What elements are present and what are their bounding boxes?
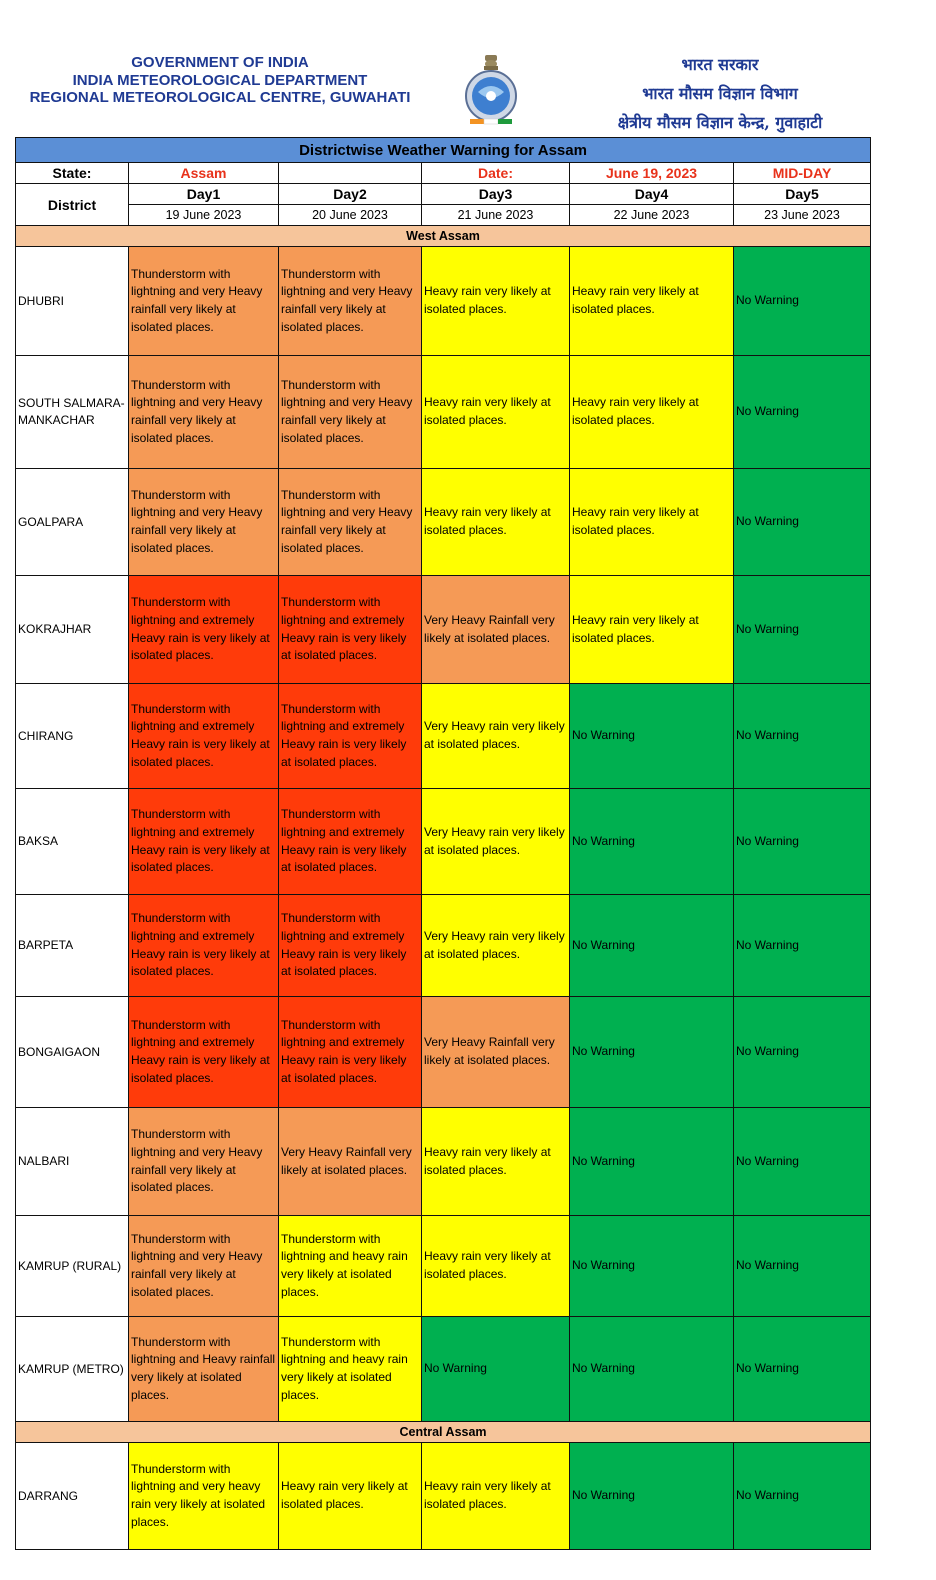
warning-cell-red: Thunderstorm with lightning and extremely Heavy rain is very likely at isolated places. bbox=[129, 895, 279, 997]
date-label: Date: bbox=[422, 163, 570, 184]
warning-cell-orange: Thunderstorm with lightning and very Heavy rainfall very likely at isolated places. bbox=[129, 1108, 279, 1216]
warning-cell-orange: Thunderstorm with lightning and very Heavy rainfall very likely at isolated places. bbox=[129, 1216, 279, 1317]
header-hindi-line-1: भारत सरकार bbox=[681, 55, 759, 74]
day-label: Day3 bbox=[422, 184, 570, 205]
header-hindi-line-2: भारत मौसम विज्ञान विभाग bbox=[642, 84, 798, 103]
date-value: June 19, 2023 bbox=[570, 163, 734, 184]
warning-cell-orange: Thunderstorm with lightning and very Heavy rainfall very likely at isolated places. bbox=[279, 469, 422, 576]
region-header: West Assam bbox=[16, 226, 871, 247]
district-name: KAMRUP (RURAL) bbox=[16, 1216, 129, 1317]
warning-cell-green: No Warning bbox=[734, 1216, 871, 1317]
warning-cell-green: No Warning bbox=[422, 1317, 570, 1422]
warning-cell-red: Thunderstorm with lightning and extremely Heavy rain is very likely at isolated places. bbox=[279, 997, 422, 1108]
warning-cell-green: No Warning bbox=[734, 1317, 871, 1422]
day-date: 22 June 2023 bbox=[570, 205, 734, 226]
day-date: 19 June 2023 bbox=[129, 205, 279, 226]
district-row bbox=[16, 1108, 871, 1216]
warning-cell-green: No Warning bbox=[570, 997, 734, 1108]
warning-cell-yellow: Heavy rain very likely at isolated places. bbox=[570, 469, 734, 576]
warning-cell-green: No Warning bbox=[734, 684, 871, 789]
state-label: State: bbox=[16, 163, 129, 184]
district-row bbox=[16, 576, 871, 684]
day-label: Day5 bbox=[734, 184, 871, 205]
header-hindi-line-3: क्षेत्रीय मौसम विज्ञान केन्द्र, गुवाहाटी bbox=[617, 113, 823, 132]
warning-cell-orange: Very Heavy Rainfall very likely at isolated places. bbox=[422, 576, 570, 684]
district-name: BAKSA bbox=[16, 789, 129, 895]
warning-cell-yellow: Heavy rain very likely at isolated places. bbox=[422, 1108, 570, 1216]
warning-cell-green: No Warning bbox=[570, 1317, 734, 1422]
district-row bbox=[16, 1216, 871, 1317]
header-hindi bbox=[584, 50, 856, 137]
district-row bbox=[16, 356, 871, 469]
warning-cell-yellow: Heavy rain very likely at isolated places. bbox=[570, 576, 734, 684]
district-name: CHIRANG bbox=[16, 684, 129, 789]
header-line-rmc: REGIONAL METEOROLOGICAL CENTRE, GUWAHATI bbox=[29, 89, 411, 106]
district-name: KOKRAJHAR bbox=[16, 576, 129, 684]
district-row bbox=[16, 1443, 871, 1550]
day-date: 21 June 2023 bbox=[422, 205, 570, 226]
district-row bbox=[16, 1317, 871, 1422]
warning-cell-green: No Warning bbox=[734, 997, 871, 1108]
warning-cell-green: No Warning bbox=[734, 1108, 871, 1216]
region-header: Central Assam bbox=[16, 1422, 871, 1443]
warning-cell-yellow: Very Heavy rain very likely at isolated places. bbox=[422, 789, 570, 895]
warning-cell-yellow: Thunderstorm with lightning and heavy rain very likely at isolated places. bbox=[279, 1216, 422, 1317]
district-name: BARPETA bbox=[16, 895, 129, 997]
district-row bbox=[16, 997, 871, 1108]
warning-cell-green: No Warning bbox=[570, 1108, 734, 1216]
header-line-government: GOVERNMENT OF INDIA bbox=[131, 54, 309, 71]
warning-cell-green: No Warning bbox=[734, 576, 871, 684]
warning-cell-orange: Thunderstorm with lightning and very Heavy rainfall very likely at isolated places. bbox=[129, 469, 279, 576]
header-line-imd: INDIA METEOROLOGICAL DEPARTMENT bbox=[72, 71, 368, 89]
header-blank bbox=[279, 163, 422, 184]
district-header: District bbox=[16, 184, 129, 226]
day-label: Day2 bbox=[279, 184, 422, 205]
warning-table bbox=[15, 137, 871, 1550]
state-value: Assam bbox=[129, 163, 279, 184]
warning-cell-yellow: Heavy rain very likely at isolated places. bbox=[279, 1443, 422, 1550]
warning-cell-yellow: Heavy rain very likely at isolated places. bbox=[422, 247, 570, 356]
day-label: Day1 bbox=[129, 184, 279, 205]
district-row bbox=[16, 684, 871, 789]
warning-cell-yellow: Heavy rain very likely at isolated places. bbox=[422, 356, 570, 469]
warning-cell-red: Thunderstorm with lightning and extremely Heavy rain is very likely at isolated places. bbox=[279, 576, 422, 684]
warning-cell-orange: Thunderstorm with lightning and very Heavy rainfall very likely at isolated places. bbox=[129, 247, 279, 356]
district-name: DARRANG bbox=[16, 1443, 129, 1550]
warning-cell-green: No Warning bbox=[734, 895, 871, 997]
warning-cell-red: Thunderstorm with lightning and extremely Heavy rain is very likely at isolated places. bbox=[129, 789, 279, 895]
district-row bbox=[16, 469, 871, 576]
warning-table-body bbox=[16, 138, 871, 1550]
warning-cell-green: No Warning bbox=[734, 356, 871, 469]
day-label: Day4 bbox=[570, 184, 734, 205]
district-name: KAMRUP (METRO) bbox=[16, 1317, 129, 1422]
warning-cell-orange: Thunderstorm with lightning and very Heavy rainfall very likely at isolated places. bbox=[279, 247, 422, 356]
district-name: SOUTH SALMARA-MANKACHAR bbox=[16, 356, 129, 469]
header-english bbox=[24, 54, 416, 107]
warning-cell-green: No Warning bbox=[570, 1443, 734, 1550]
table-title: Districtwise Weather Warning for Assam bbox=[16, 138, 871, 163]
warning-cell-yellow: Thunderstorm with lightning and very heavy rain very likely at isolated places. bbox=[129, 1443, 279, 1550]
warning-cell-orange: Very Heavy Rainfall very likely at isolated places. bbox=[279, 1108, 422, 1216]
district-name: NALBARI bbox=[16, 1108, 129, 1216]
imd-emblem-icon bbox=[460, 52, 522, 130]
day-date: 23 June 2023 bbox=[734, 205, 871, 226]
warning-cell-green: No Warning bbox=[734, 469, 871, 576]
time-value: MID-DAY bbox=[734, 163, 871, 184]
warning-cell-red: Thunderstorm with lightning and extremely Heavy rain is very likely at isolated places. bbox=[279, 895, 422, 997]
district-name: DHUBRI bbox=[16, 247, 129, 356]
warning-cell-red: Thunderstorm with lightning and extremely Heavy rain is very likely at isolated places. bbox=[129, 576, 279, 684]
warning-cell-yellow: Very Heavy rain very likely at isolated places. bbox=[422, 684, 570, 789]
warning-cell-green: No Warning bbox=[570, 895, 734, 997]
district-row bbox=[16, 247, 871, 356]
warning-cell-green: No Warning bbox=[570, 1216, 734, 1317]
warning-cell-green: No Warning bbox=[734, 1443, 871, 1550]
warning-cell-yellow: Heavy rain very likely at isolated places. bbox=[422, 1443, 570, 1550]
warning-cell-orange: Very Heavy Rainfall very likely at isolated places. bbox=[422, 997, 570, 1108]
district-name: GOALPARA bbox=[16, 469, 129, 576]
warning-cell-red: Thunderstorm with lightning and extremely Heavy rain is very likely at isolated places. bbox=[279, 789, 422, 895]
warning-cell-yellow: Heavy rain very likely at isolated places. bbox=[570, 247, 734, 356]
warning-cell-orange: Thunderstorm with lightning and very Heavy rainfall very likely at isolated places. bbox=[129, 356, 279, 469]
district-name: BONGAIGAON bbox=[16, 997, 129, 1108]
warning-cell-yellow: Heavy rain very likely at isolated places. bbox=[422, 1216, 570, 1317]
district-row bbox=[16, 895, 871, 997]
warning-cell-yellow: Heavy rain very likely at isolated places. bbox=[422, 469, 570, 576]
day-date: 20 June 2023 bbox=[279, 205, 422, 226]
warning-cell-green: No Warning bbox=[570, 684, 734, 789]
warning-cell-red: Thunderstorm with lightning and extremely Heavy rain is very likely at isolated places. bbox=[279, 684, 422, 789]
warning-cell-yellow: Heavy rain very likely at isolated places. bbox=[570, 356, 734, 469]
warning-cell-yellow: Thunderstorm with lightning and heavy rain very likely at isolated places. bbox=[279, 1317, 422, 1422]
district-row bbox=[16, 789, 871, 895]
warning-cell-red: Thunderstorm with lightning and extremely Heavy rain is very likely at isolated places. bbox=[129, 997, 279, 1108]
warning-cell-green: No Warning bbox=[734, 247, 871, 356]
warning-cell-orange: Thunderstorm with lightning and very Heavy rainfall very likely at isolated places. bbox=[279, 356, 422, 469]
warning-cell-green: No Warning bbox=[570, 789, 734, 895]
warning-cell-green: No Warning bbox=[734, 789, 871, 895]
warning-cell-orange: Thunderstorm with lightning and Heavy rainfall very likely at isolated places. bbox=[129, 1317, 279, 1422]
warning-cell-yellow: Very Heavy rain very likely at isolated places. bbox=[422, 895, 570, 997]
warning-cell-red: Thunderstorm with lightning and extremely Heavy rain is very likely at isolated places. bbox=[129, 684, 279, 789]
